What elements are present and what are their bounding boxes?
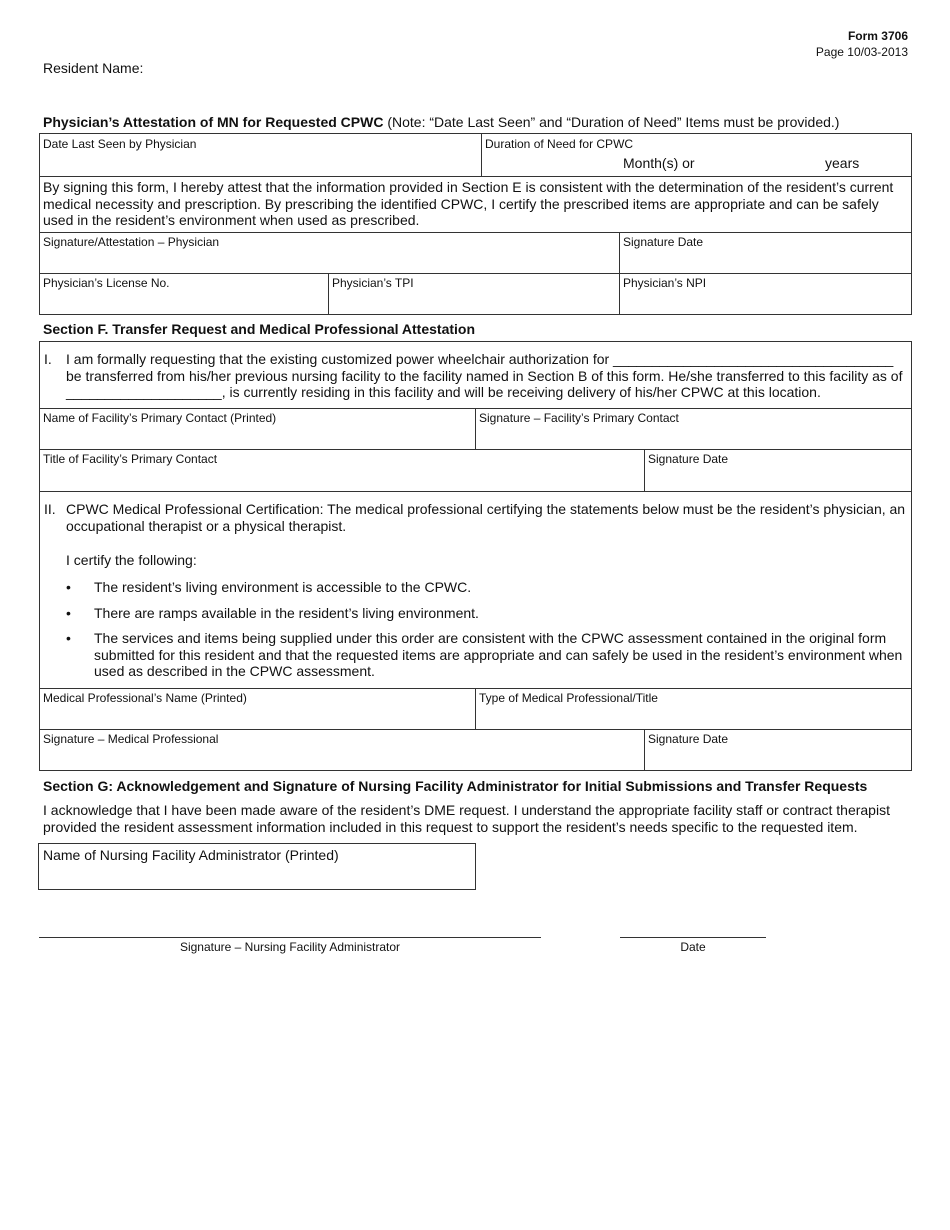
certification-list (66, 579, 906, 690)
date-last-seen-label: Date Last Seen by Physician (43, 137, 197, 151)
npi-label: Physician’s NPI (623, 276, 707, 290)
section-f-table (39, 341, 912, 771)
duration-label: Duration of Need for CPWC (485, 137, 634, 151)
date-last-seen-field[interactable] (43, 152, 478, 174)
contact-signature-field[interactable] (479, 427, 907, 447)
attestation-statement: By signing this form, I hereby attest that the information provided in Section E is consistent with the determination of the resident’s current medical necessity and prescription. By prescribing the identified CPWC, I certify the prescribed items are appropriate and can be safely used in the resident’s environment when used as prescribed. (43, 179, 894, 228)
med-sig-date-field[interactable] (648, 748, 906, 768)
part-1-number: I. (44, 351, 52, 367)
certification-item: • There are ramps available in the resident’s living environment. (66, 604, 479, 621)
bullet-symbol: • (66, 579, 71, 595)
bullet-symbol: • (66, 604, 71, 621)
physician-signature-date-label: Signature Date (623, 235, 704, 249)
certification-item: • The resident’s living environment is accessible to the CPWC. (66, 579, 472, 595)
admin-name-label: Name of Nursing Facility Administrator (Printed) (43, 847, 339, 863)
admin-name-box[interactable] (38, 843, 476, 890)
contact-title-label: Title of Facility’s Primary Contact (43, 452, 218, 466)
attestation-table (39, 133, 912, 315)
admin-date-line[interactable] (620, 937, 766, 938)
part-1-text: I am formally requesting that the existing customized power wheelchair authorization for ____________________________________ be transferred from his/her previous nursing facility to the facility named in Section B of this form. He/she transferred to this facility as of ____________________, is currently residing in this facility and will be receiving delivery of his/her CPWC at this location. (66, 351, 903, 400)
years-field[interactable] (730, 152, 820, 172)
med-name-label: Medical Professional’s Name (Printed) (43, 691, 247, 705)
tpi-field[interactable] (332, 292, 612, 312)
part-2-text: CPWC Medical Professional Certification: The medical professional certifying the statements below must be the resident’s physician, an occupational therapist or a physical therapist. (66, 501, 906, 534)
page-info: Page 10/03-2013 (815, 45, 908, 59)
attestation-heading-note: (Note: “Date Last Seen” and “Duration of Need” Items must be provided.) (387, 114, 840, 130)
admin-signature-line[interactable] (39, 937, 541, 938)
physician-signature-label: Signature/Attestation – Physician (43, 235, 220, 249)
tpi-label: Physician’s TPI (332, 276, 414, 290)
years-label: years (825, 155, 860, 171)
admin-signature-label: Signature – Nursing Facility Administrator (179, 940, 401, 954)
contact-title-field[interactable] (43, 468, 639, 488)
attestation-heading-bold: Physician’s Attestation of MN for Requested CPWC (43, 114, 384, 130)
physician-signature-date-field[interactable] (623, 250, 903, 270)
months-label: Month(s) or (623, 155, 695, 171)
license-field[interactable] (43, 292, 323, 312)
med-sig-date-label: Signature Date (648, 732, 729, 746)
contact-signature-label: Signature – Facility’s Primary Contact (479, 411, 679, 425)
form-number: Form 3706 (847, 29, 908, 43)
certify-intro: I certify the following: (66, 552, 197, 568)
part-2-number: II. (44, 501, 56, 517)
med-signature-label: Signature – Medical Professional (43, 732, 219, 746)
section-f-heading: Section F. Transfer Request and Medical Professional Attestation (43, 321, 476, 337)
npi-field[interactable] (623, 292, 903, 312)
attestation-heading (43, 114, 839, 130)
med-signature-field[interactable] (43, 748, 639, 768)
med-type-field[interactable] (479, 707, 907, 727)
section-g-heading: Section G: Acknowledgement and Signature of Nursing Facility Administrator for Initial Submissions and Transfer Requests (43, 778, 868, 794)
certification-item: • The services and items being supplied under this order are consistent with the CPWC assessment contained in the original form submitted for this resident and that the requested items are appropriate and can safely be used in the resident’s environment when used as described in the CPWC assessment. (66, 630, 903, 679)
contact-name-label: Name of Facility’s Primary Contact (Printed) (43, 411, 277, 425)
contact-name-field[interactable] (43, 427, 471, 447)
bullet-symbol: • (66, 630, 71, 646)
physician-signature-field[interactable] (43, 250, 613, 270)
admin-date-label: Date (680, 940, 706, 954)
months-field[interactable] (560, 152, 620, 172)
section-g-text: I acknowledge that I have been made aware of the resident’s DME request. I understand the appropriate facility staff or contract therapist provided the resident assessment information included in this request to support the resident’s needs specific to the requested item. (43, 802, 890, 835)
contact-sig-date-field[interactable] (648, 468, 906, 488)
resident-name-label: Resident Name: (43, 60, 144, 76)
med-type-label: Type of Medical Professional/Title (479, 691, 658, 705)
contact-sig-date-label: Signature Date (648, 452, 729, 466)
med-name-field[interactable] (43, 707, 471, 727)
license-label: Physician’s License No. (43, 276, 170, 290)
